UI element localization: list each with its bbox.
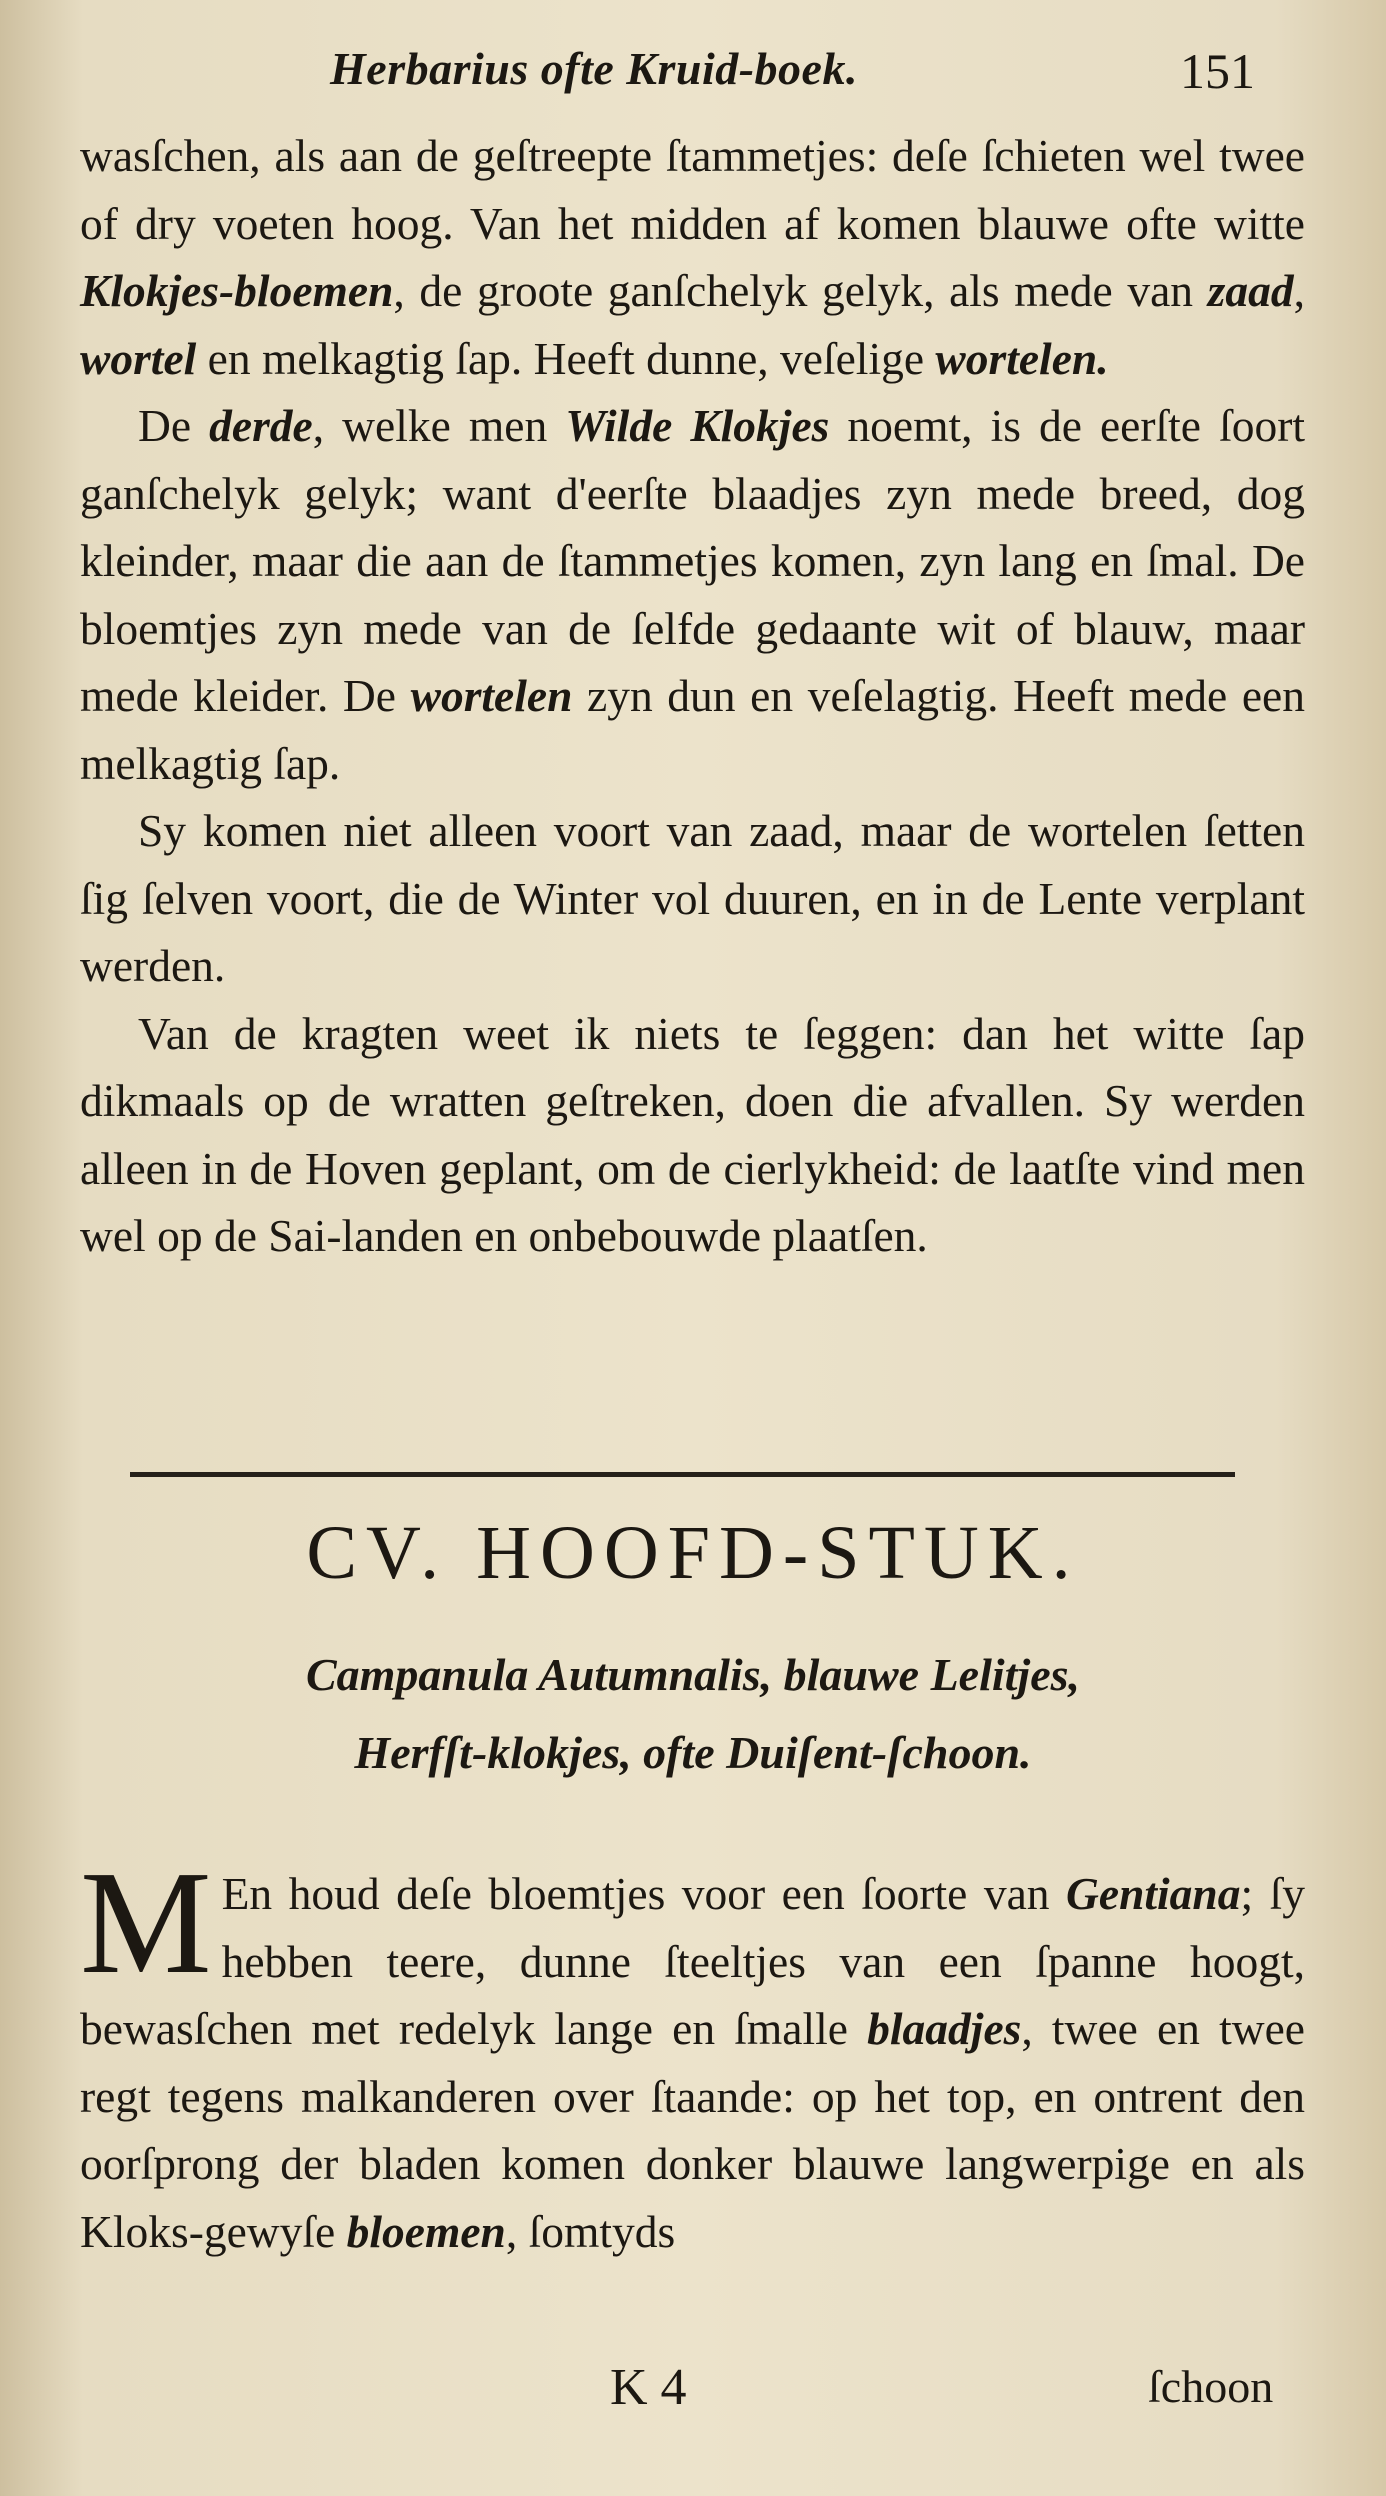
- chapter-body-span-4: , twee en twee regt tegens malkanderen over ſtaande: op het top, en ontrent den oorſprong der bladen komen donker blauwe langwerpige en als Kloks-gewyſe: [80, 2003, 1305, 2257]
- page-number: 151: [1180, 43, 1255, 99]
- paragraph-1-span-3: zaad: [1207, 265, 1294, 316]
- paragraph-2-span-6: zyn dun en veſelagtig. Heeft mede een melkagtig ſap.: [80, 670, 1305, 789]
- paragraph-1: [80, 122, 1305, 392]
- running-title: Herbarius ofte Kruid-boek.: [330, 43, 858, 94]
- paragraph-1-span-5: wortel: [80, 332, 197, 384]
- paragraph-1-span-7: wortelen.: [935, 332, 1109, 384]
- page-header: [0, 42, 1386, 112]
- chapter-body-span-3: blaadjes: [867, 2003, 1022, 2054]
- paragraph-1-span-4: ,: [1293, 265, 1305, 316]
- chapter-body-span-5: bloemen: [346, 2205, 506, 2257]
- section-divider: [130, 1472, 1235, 1477]
- paragraph-4-span-0: Van de kragten weet ik niets te ſeggen: dan het witte ſap dikmaals op de wratten geſtreken, doen die afvallen. Sy werden alleen in de Hoven geplant, om de cierlykheid: de laatſte vind men wel op de Sai-landen en onbebouwde plaatſen.: [80, 1007, 1305, 1261]
- chapter-heading: CV. HOOFD-STUK.: [306, 1511, 1080, 1595]
- chapter-subtitle-line2: Herfſt-klokjes, ofte Duiſent-ſchoon.: [354, 1727, 1032, 1778]
- chapter-body-span-1: Gentiana: [1066, 1868, 1241, 1919]
- main-text: [80, 122, 1305, 1270]
- paragraph-3: [80, 797, 1305, 1000]
- paragraph-4: [80, 1000, 1305, 1270]
- chapter-body-span-0: En houd deſe bloemtjes voor een ſoorte van: [221, 1868, 1067, 1919]
- paragraph-2-span-0: De: [138, 400, 210, 451]
- paragraph-1-span-6: en melkagtig ſap. Heeft dunne, veſelige: [196, 332, 936, 384]
- paragraph-2-span-4: noemt, is de eerſte ſoort ganſchelyk gelyk; want d'eerſte blaadjes zyn mede breed, dog kleinder, maar die aan de ſtammetjes komen, zyn lang en ſmal. De bloemtjes zyn mede van de ſelfde gedaante wit of blauw, maar mede kleider. De: [80, 400, 1305, 721]
- paragraph-1-span-2: , de groote ganſchelyk gelyk, als mede van: [393, 265, 1208, 316]
- paragraph-2-span-5: wortelen: [410, 670, 573, 721]
- paragraph-2-span-2: , welke men: [312, 400, 566, 451]
- catchword: ſchoon: [1148, 2361, 1274, 2412]
- chapter-body-text: [80, 1868, 1305, 2257]
- signature-mark: K 4: [610, 2359, 687, 2416]
- paragraph-3-span-0: Sy komen niet alleen voort van zaad, maar de wortelen ſetten ſig ſelven voort, die de Winter vol duuren, en in de Lente verplant werden.: [80, 805, 1305, 991]
- paragraph-1-span-0: wasſchen, als aan de geſtreepte ſtammetjes: deſe ſchieten wel twee of dry voeten hoog. Van het midden af komen blauwe ofte witte: [80, 130, 1305, 249]
- chapter-body: [80, 1841, 1305, 2265]
- paragraph-2-span-1: derde: [209, 400, 313, 451]
- drop-cap: M: [80, 1841, 212, 2005]
- paragraph-2: [80, 392, 1305, 797]
- chapter-body-span-6: , ſomtyds: [505, 2205, 676, 2257]
- chapter-body-span-2: ; ſy hebben teere, dunne ſteeltjes van een ſpanne hoogt, bewasſchen met redelyk lange en ſmalle: [80, 1868, 1305, 2054]
- paragraph-1-span-1: Klokjes-bloemen: [80, 265, 394, 316]
- paragraph-2-span-3: Wilde Klokjes: [565, 400, 830, 451]
- chapter-subtitle-line1: Campanula Autumnalis, blauwe Lelitjes,: [305, 1649, 1081, 1700]
